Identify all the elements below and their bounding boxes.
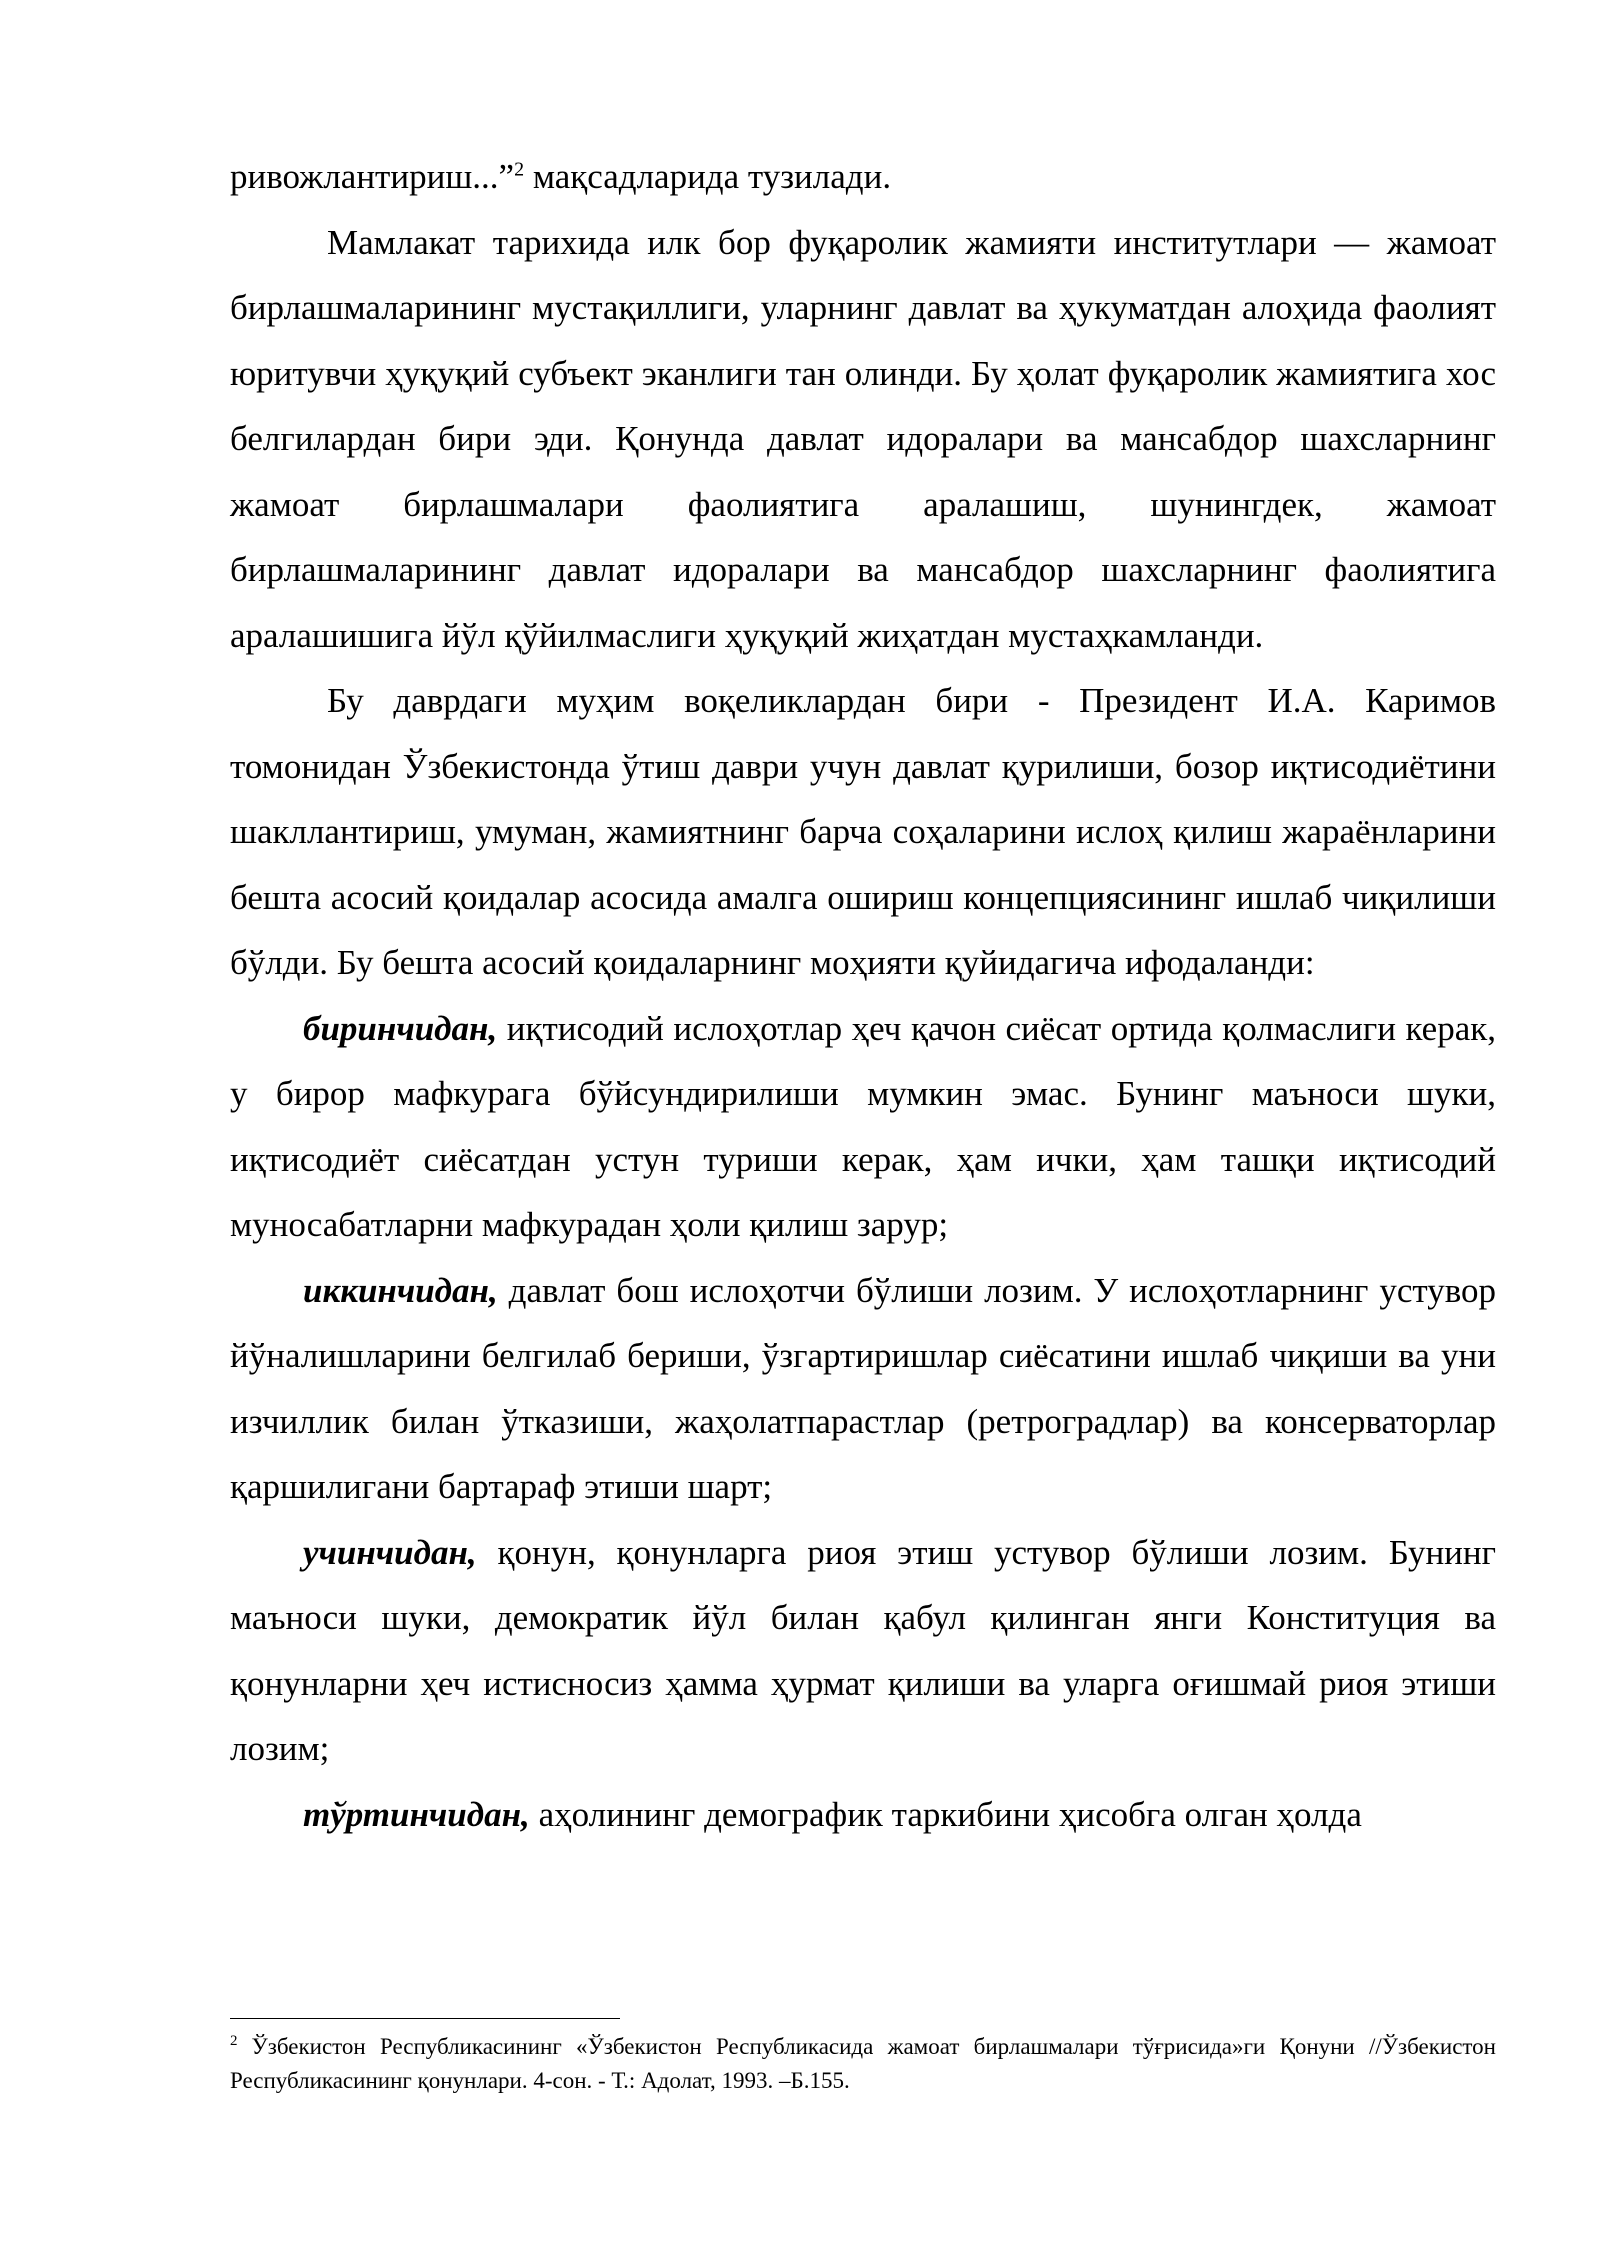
footnote-separator [230,2018,620,2019]
paragraph [230,668,1496,996]
list-paragraph [230,1520,1496,1782]
list-paragraph [230,1258,1496,1520]
paragraph-lead-word: иккинчидан, [303,1270,498,1310]
paragraph-text: ривожлантириш...” [230,157,515,196]
paragraph-text: иқтисодий ислоҳотлар ҳеч қачон сиёсат ортида қолмаслиги керак, у бирор мафкурага бўйсундирилиши мумкин эмас. Бунинг маъноси шуки, иқтисодиёт сиёсатдан устун туриши керак, ҳам ички, ҳам ташқи иқтисодий муносабатларни мафкурадан ҳоли қилиш зарур; [230,1008,1496,1244]
paragraph-text: Бу даврдаги муҳим воқеликлардан бири - Президент И.А. Каримов томонидан Ўзбекистонда ўтиш даври учун давлат қурилиши, бозор иқтисодиётини шакллантириш, умуман, жамиятнинг барча соҳаларини ислоҳ қилиш жараёнларини бешта асосий қоидалар асосида амалга ошириш концепциясининг ишлаб чиқилиши бўлди. Бу бешта асосий қоидаларнинг моҳияти қуйидагича ифодаланди: [230,681,1496,982]
list-paragraph [230,996,1496,1258]
paragraph-text: Мамлакат тарихида илк бор фуқаролик жамияти институтлари — жамоат бирлашмаларининг мустақиллиги, уларнинг давлат ва ҳукуматдан алоҳида фаолият юритувчи ҳуқуқий субъект эканлиги тан олинди. Бу ҳолат фуқаролик жамиятига хос белгилардан бири эди. Қонунда давлат идоралари ва мансабдор шахсларнинг жамоат бирлашмалари фаолиятига аралашиш, шунингдек, жамоат бирлашмаларининг давлат идоралари ва мансабдор шахсларнинг фаолиятига аралашишига йўл қўйилмаслиги ҳуқуқий жиҳатдан мустаҳкамланди. [230,222,1496,655]
paragraph-continuation [230,144,1496,210]
paragraph-text: мақсадларида тузилади. [524,157,892,196]
list-paragraph [230,1782,1496,1848]
footnote [230,2030,1496,2098]
footnote-number: 2 [230,2033,238,2050]
paragraph [230,210,1496,669]
footnote-text: Ўзбекистон Республикасининг «Ўзбекистон Республикасида жамоат бирлашмалари тўғрисида»ги Қонуни //Ўзбекистон Республикасининг қонунлари. 4-сон. - Т.: Адолат, 1993. –Б.155. [230,2034,1496,2093]
paragraph-lead-word: тўртинчидан, [303,1794,530,1834]
paragraph-text: давлат бош ислоҳотчи бўлиши лозим. У ислоҳотларнинг устувор йўналишларини белгилаб бериши, ўзгартиришлар сиёсатини ишлаб чиқиши ва уни изчиллик билан ўтказиши, жаҳолатпарастлар (ретроградлар) ва консерваторлар қаршилигани бартараф этиши шарт; [230,1270,1496,1506]
footnote-reference[interactable]: 2 [514,158,525,181]
body-text [230,144,1496,1847]
paragraph-lead-word: учинчидан, [303,1532,477,1572]
paragraph-text: қонун, қонунларга риоя этиш устувор бўлиши лозим. Бунинг маъноси шуки, демократик йўл билан қабул қилинган янги Конституция ва қонунларни ҳеч истисносиз ҳамма ҳурмат қилиши ва уларга оғишмай риоя этиши лозим; [230,1532,1496,1768]
paragraph-lead-word: биринчидан, [303,1008,498,1048]
paragraph-text: аҳолининг демографик таркибини ҳисобга олган ҳолда [529,1794,1362,1834]
